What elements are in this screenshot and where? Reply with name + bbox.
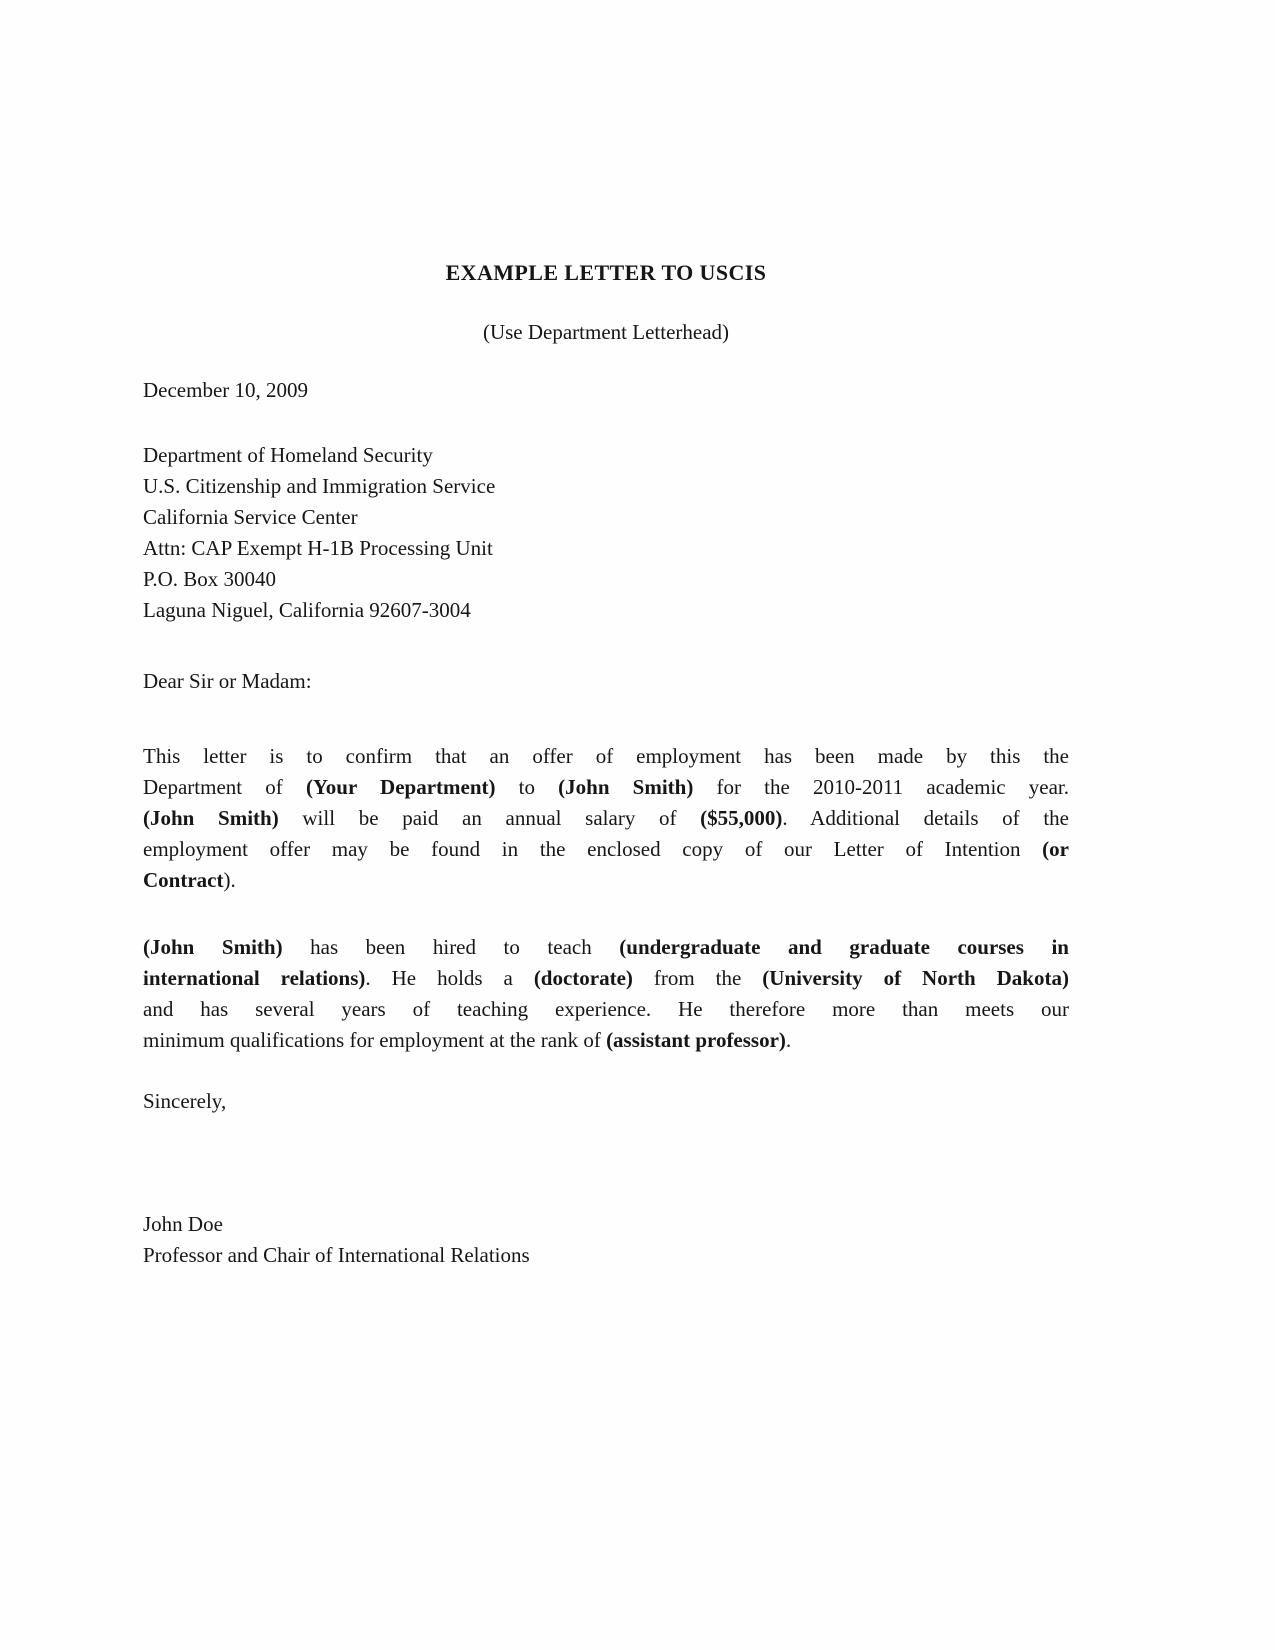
signature-name: John Doe — [143, 1212, 223, 1236]
text-run: Department of — [143, 775, 306, 799]
text-run: to — [495, 775, 559, 799]
paragraph-line — [143, 1025, 1069, 1056]
paragraph-line — [143, 772, 1069, 803]
text-run: Contract — [143, 868, 224, 892]
text-run: (assistant professor) — [606, 1028, 786, 1052]
address-line: Department of Homeland Security — [143, 443, 433, 467]
text-run: (or — [1042, 837, 1069, 861]
paragraph-line — [143, 932, 1069, 963]
text-run: This letter is to confirm that an offer of employment has been made by this the — [143, 744, 1069, 768]
paragraph-line — [143, 994, 1069, 1025]
text-run: minimum qualifications for employment at the rank of — [143, 1028, 607, 1052]
text-run: has been hired to teach — [282, 935, 620, 959]
text-run: employment offer may be found in the enclosed copy of our Letter of Intention — [143, 837, 1043, 861]
text-run: international relations) — [143, 966, 366, 990]
address-line: P.O. Box 30040 — [143, 567, 277, 591]
letterhead-note: (Use Department Letterhead) — [482, 320, 730, 344]
text-run: for the 2010-2011 academic year. — [693, 775, 1069, 799]
address-line: Laguna Niguel, California 92607-3004 — [143, 598, 471, 622]
text-run: (Your Department) — [305, 775, 496, 799]
letter-date: December 10, 2009 — [143, 378, 309, 402]
text-run: (doctorate) — [533, 966, 633, 990]
text-run: ($55,000) — [700, 806, 783, 830]
paragraph-line — [143, 741, 1069, 772]
salutation: Dear Sir or Madam: — [143, 669, 312, 693]
text-run: . He holds a — [365, 966, 534, 990]
text-run: (undergraduate and graduate courses in — [619, 935, 1069, 959]
paragraph-line — [143, 865, 1069, 896]
text-run: from the — [632, 966, 763, 990]
paragraph-line — [143, 834, 1069, 865]
text-run: . — [785, 1028, 792, 1052]
letter-title: EXAMPLE LETTER TO USCIS — [445, 260, 767, 285]
address-line: California Service Center — [143, 505, 358, 529]
text-run: ). — [223, 868, 236, 892]
text-run: and has several years of teaching experience. He therefore more than meets our — [143, 997, 1069, 1021]
body-paragraph-1 — [143, 741, 1069, 896]
text-run: (John Smith) — [143, 806, 279, 830]
text-run: . Additional details of the — [782, 806, 1069, 830]
text-run: will be paid an annual salary of — [278, 806, 701, 830]
body-paragraph-2 — [143, 932, 1069, 1056]
text-run: (University of North Dakota) — [762, 966, 1069, 990]
paragraph-line — [143, 963, 1069, 994]
recipient-address — [143, 440, 1069, 626]
closing: Sincerely, — [143, 1089, 227, 1113]
paragraph-line — [143, 803, 1069, 834]
text-run: (John Smith) — [558, 775, 694, 799]
address-line: Attn: CAP Exempt H-1B Processing Unit — [143, 536, 493, 560]
text-run: (John Smith) — [143, 935, 283, 959]
address-line: U.S. Citizenship and Immigration Service — [143, 474, 496, 498]
signature-title: Professor and Chair of International Relations — [143, 1243, 530, 1267]
